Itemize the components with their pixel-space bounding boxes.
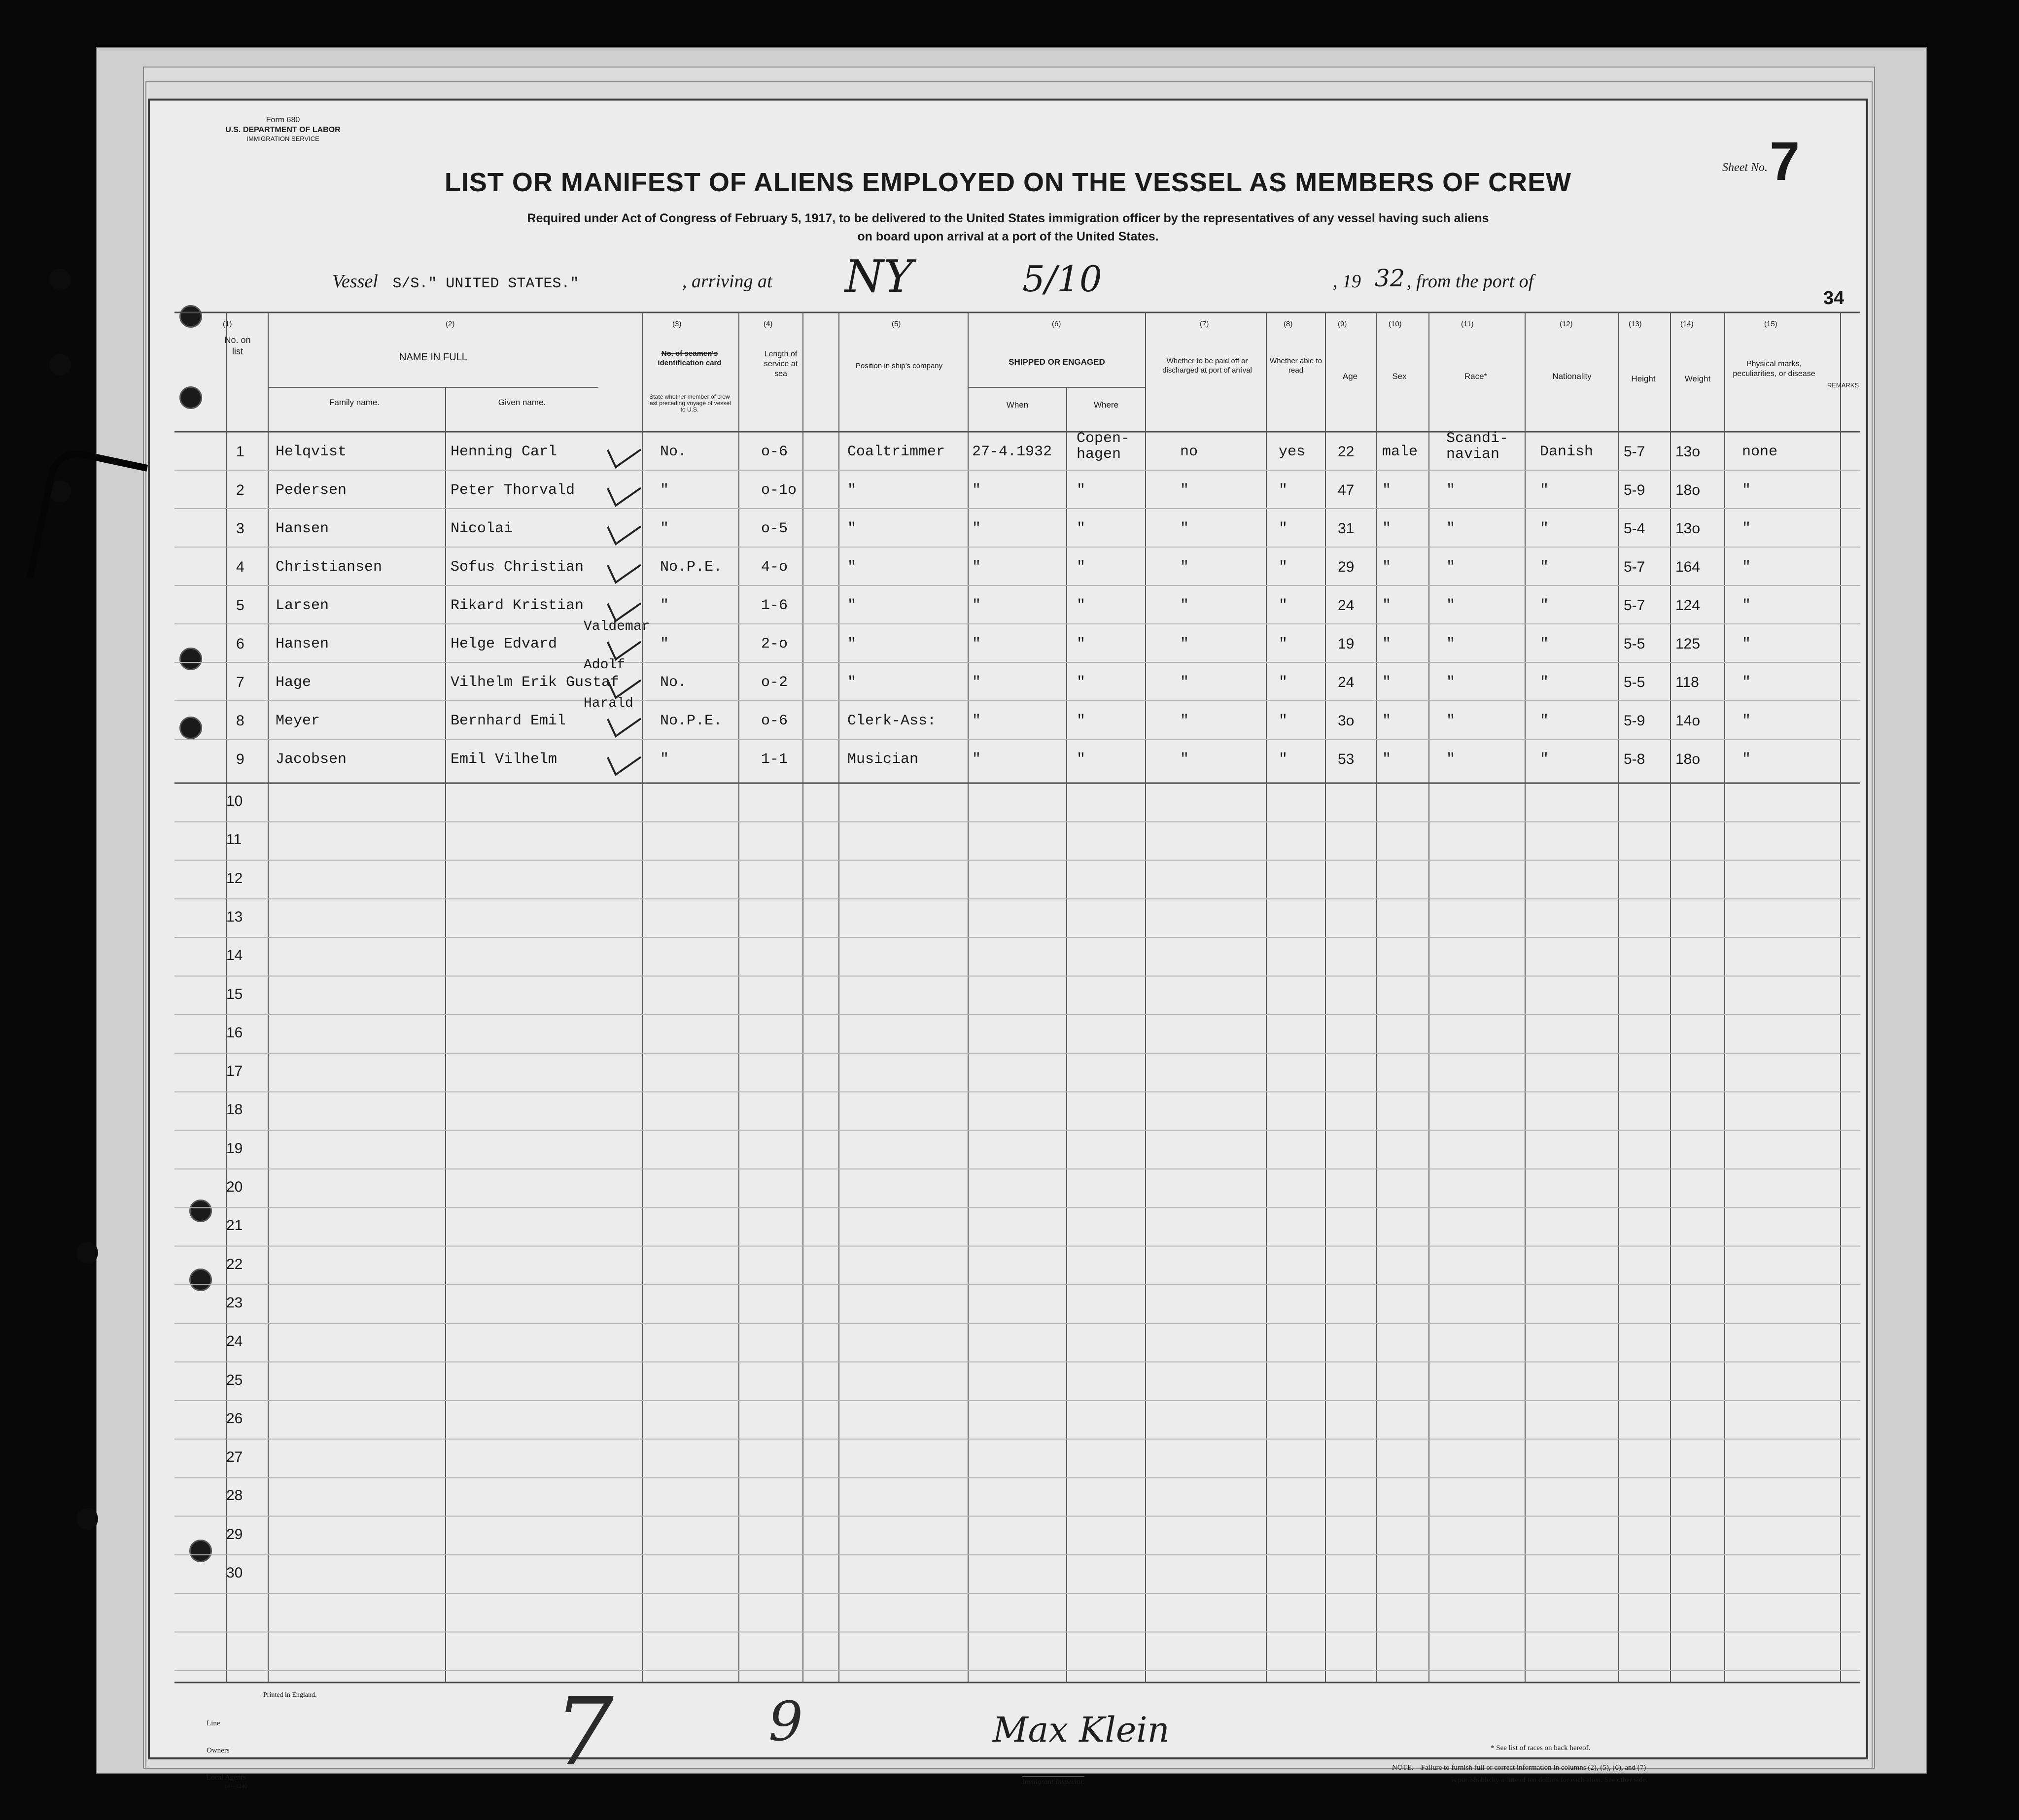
cell-position: " bbox=[847, 559, 857, 576]
col-num-12: (12) bbox=[1560, 320, 1573, 328]
cell-service: o-6 bbox=[761, 444, 788, 460]
cell-height: 5-5 bbox=[1624, 636, 1645, 652]
col-num-13: (13) bbox=[1629, 320, 1642, 328]
cell-paid: no bbox=[1180, 444, 1198, 460]
cell-given: Emil Vilhelm bbox=[451, 751, 557, 768]
service: IMMIGRATION SERVICE bbox=[246, 135, 319, 142]
cell-nationality: " bbox=[1540, 713, 1549, 729]
cell-race: " bbox=[1446, 751, 1456, 768]
row-number: 26 bbox=[226, 1410, 243, 1427]
cell-no: 5 bbox=[236, 597, 244, 614]
inspector-signature: Max Klein bbox=[993, 1710, 1170, 1750]
cell-where: " bbox=[1077, 636, 1086, 652]
cell-no: 4 bbox=[236, 559, 244, 575]
cell-no: 1 bbox=[236, 444, 244, 460]
col-race: Race* bbox=[1464, 372, 1488, 381]
cell-physical: " bbox=[1742, 520, 1751, 537]
cell-service: 1-6 bbox=[761, 597, 788, 614]
cell-family: Helqvist bbox=[276, 444, 347, 460]
cell-family: Meyer bbox=[276, 713, 320, 729]
cell-age: 29 bbox=[1338, 559, 1355, 575]
hand-mark-2: 9 bbox=[768, 1690, 803, 1753]
cell-given: Vilhelm Erik Gustaf bbox=[451, 674, 620, 691]
col-num-4: (4) bbox=[764, 320, 773, 328]
cell-read: " bbox=[1279, 482, 1288, 499]
col-num-11: (11) bbox=[1461, 320, 1474, 328]
cell-race: " bbox=[1446, 482, 1456, 499]
cell-where: " bbox=[1077, 520, 1086, 537]
cell-physical: " bbox=[1742, 751, 1751, 768]
cell-height: 5-9 bbox=[1624, 482, 1645, 498]
owners-label: Owners bbox=[207, 1747, 230, 1754]
cell-weight: 124 bbox=[1675, 597, 1701, 614]
col-length-service: Length of service at sea bbox=[764, 350, 798, 378]
cell-race: Scandi- navian bbox=[1446, 430, 1509, 463]
col-num-14: (14) bbox=[1680, 320, 1694, 328]
cell-age: 24 bbox=[1338, 674, 1355, 690]
arriving-label: , arriving at bbox=[682, 271, 772, 292]
cell-given-extra: Valdemar bbox=[584, 619, 650, 634]
cell-sex: male bbox=[1382, 444, 1418, 460]
col-remarks: REMARKS bbox=[1827, 381, 1859, 389]
cell-service: 4-o bbox=[761, 559, 788, 576]
sheet-number: 7 bbox=[1769, 131, 1800, 192]
row-number: 27 bbox=[226, 1449, 243, 1466]
cell-nationality: " bbox=[1540, 520, 1549, 537]
cell-where: " bbox=[1077, 597, 1086, 614]
cell-read: " bbox=[1279, 559, 1288, 576]
cell-position: " bbox=[847, 636, 857, 652]
cell-read: " bbox=[1279, 520, 1288, 537]
cell-no: 9 bbox=[236, 751, 244, 767]
cell-race: " bbox=[1446, 520, 1456, 537]
col-num-6: (6) bbox=[1052, 320, 1061, 328]
cell-nationality: " bbox=[1540, 559, 1549, 576]
cell-race: " bbox=[1446, 597, 1456, 614]
cell-paid: " bbox=[1180, 713, 1189, 729]
row-number: 22 bbox=[226, 1256, 243, 1272]
cell-weight: 125 bbox=[1675, 636, 1701, 652]
cell-where: " bbox=[1077, 674, 1086, 691]
table-grid bbox=[150, 101, 1866, 1757]
cell-no: 3 bbox=[236, 520, 244, 537]
cell-service: o-1o bbox=[761, 482, 797, 499]
cell-weight: 13o bbox=[1675, 444, 1701, 460]
cell-age: 3o bbox=[1338, 713, 1355, 729]
cell-when: " bbox=[972, 713, 981, 729]
col-num-5: (5) bbox=[892, 320, 901, 328]
col-num-1: (1) bbox=[223, 320, 232, 328]
row-number: 19 bbox=[226, 1140, 243, 1157]
cell-no: 6 bbox=[236, 636, 244, 652]
cell-when: " bbox=[972, 636, 981, 652]
cell-physical: " bbox=[1742, 559, 1751, 576]
row-number: 21 bbox=[226, 1217, 243, 1234]
printed-note: Printed in England. bbox=[263, 1691, 317, 1699]
cell-given: Sofus Christian bbox=[451, 559, 584, 576]
cell-sex: " bbox=[1382, 520, 1392, 537]
cell-position: Musician bbox=[847, 751, 919, 768]
cell-family: Hansen bbox=[276, 520, 329, 537]
cell-height: 5-7 bbox=[1624, 444, 1645, 460]
cell-height: 5-5 bbox=[1624, 674, 1645, 690]
col-height: Height bbox=[1631, 374, 1656, 383]
cell-read: " bbox=[1279, 751, 1288, 768]
note-line2: is punishable by a fine of ten dollars for each alien. See other side. bbox=[1451, 1776, 1648, 1784]
cell-card: No. bbox=[660, 674, 687, 691]
cell-read: " bbox=[1279, 674, 1288, 691]
local-agents-label: Local Agents bbox=[207, 1774, 246, 1782]
cell-height: 5-4 bbox=[1624, 520, 1645, 537]
cell-weight: 164 bbox=[1675, 559, 1701, 575]
cell-no: 8 bbox=[236, 713, 244, 729]
cell-position: Coaltrimmer bbox=[847, 444, 945, 460]
cell-service: o-5 bbox=[761, 520, 788, 537]
cell-physical: " bbox=[1742, 636, 1751, 652]
col-num-8: (8) bbox=[1284, 320, 1293, 328]
cell-position: " bbox=[847, 520, 857, 537]
cell-paid: " bbox=[1180, 482, 1189, 499]
row-number: 16 bbox=[226, 1024, 243, 1041]
cell-position: " bbox=[847, 674, 857, 691]
cell-age: 22 bbox=[1338, 444, 1355, 460]
col-seamen-card: No. of seamen's identification card bbox=[658, 349, 722, 367]
cell-nationality: " bbox=[1540, 674, 1549, 691]
cell-card: " bbox=[660, 751, 669, 768]
cell-physical: " bbox=[1742, 713, 1751, 729]
cell-family: Hage bbox=[276, 674, 312, 691]
row-number: 28 bbox=[226, 1487, 243, 1504]
cell-sex: " bbox=[1382, 636, 1392, 652]
cell-family: Larsen bbox=[276, 597, 329, 614]
cell-no: 2 bbox=[236, 482, 244, 498]
cell-paid: " bbox=[1180, 520, 1189, 537]
arriving-port: NY bbox=[845, 251, 913, 303]
race-note: * See list of races on back hereof. bbox=[1491, 1744, 1591, 1752]
row-number: 24 bbox=[226, 1333, 243, 1350]
row-number: 10 bbox=[226, 793, 243, 809]
cell-height: 5-7 bbox=[1624, 559, 1645, 575]
cell-height: 5-9 bbox=[1624, 713, 1645, 729]
cell-position: Clerk-Ass: bbox=[847, 713, 937, 729]
cell-sex: " bbox=[1382, 674, 1392, 691]
manifest-sheet bbox=[148, 99, 1868, 1789]
cell-card: " bbox=[660, 597, 669, 614]
col-given-name: Given name. bbox=[498, 398, 546, 407]
cell-card: " bbox=[660, 482, 669, 499]
cell-paid: " bbox=[1180, 597, 1189, 614]
cell-age: 24 bbox=[1338, 597, 1355, 614]
col-num-10: (10) bbox=[1389, 320, 1402, 328]
cell-sex: " bbox=[1382, 482, 1392, 499]
cell-service: o-6 bbox=[761, 713, 788, 729]
cell-where: " bbox=[1077, 713, 1086, 729]
col-num-3: (3) bbox=[672, 320, 682, 328]
cell-race: " bbox=[1446, 559, 1456, 576]
sheet-label: Sheet No. bbox=[1722, 161, 1768, 174]
cell-when: " bbox=[972, 597, 981, 614]
note-line1: NOTE.—Failure to furnish full or correct information in columns (2), (5), (6), and (7) bbox=[1392, 1764, 1646, 1772]
vessel-label: Vessel bbox=[332, 271, 378, 292]
cell-given-extra: Adolf bbox=[584, 657, 626, 673]
subtitle-line2: on board upon arrival at a port of the United States. bbox=[857, 230, 1159, 243]
form-title: LIST OR MANIFEST OF ALIENS EMPLOYED ON THE VESSEL AS MEMBERS OF CREW bbox=[444, 168, 1572, 197]
col-able-read: Whether able to read bbox=[1270, 357, 1322, 375]
cell-when: " bbox=[972, 559, 981, 576]
row-number: 11 bbox=[226, 831, 242, 848]
col-where: Where bbox=[1093, 400, 1119, 410]
cell-when: " bbox=[972, 520, 981, 537]
cell-given: Bernhard Emil bbox=[451, 713, 566, 729]
cell-family: Hansen bbox=[276, 636, 329, 652]
cell-card: No.P.E. bbox=[660, 713, 723, 729]
col-family-name: Family name. bbox=[329, 398, 380, 407]
col-position: Position in ship's company bbox=[855, 362, 943, 370]
row-number: 13 bbox=[226, 908, 243, 925]
cell-nationality: " bbox=[1540, 482, 1549, 499]
cell-card: No.P.E. bbox=[660, 559, 723, 576]
row-number: 23 bbox=[226, 1294, 243, 1311]
vessel-name: S/S." UNITED STATES." bbox=[392, 275, 579, 292]
cell-where: " bbox=[1077, 751, 1086, 768]
cell-read: " bbox=[1279, 597, 1288, 614]
col-age: Age bbox=[1342, 372, 1358, 381]
col-num-2: (2) bbox=[446, 320, 455, 328]
cell-race: " bbox=[1446, 713, 1456, 729]
cell-when: " bbox=[972, 674, 981, 691]
row-number: 29 bbox=[226, 1526, 243, 1543]
cell-where: Copen- hagen bbox=[1077, 430, 1130, 463]
cell-nationality: " bbox=[1540, 636, 1549, 652]
row-number: 12 bbox=[226, 870, 243, 887]
cell-age: 47 bbox=[1338, 482, 1355, 498]
cell-card: No. bbox=[660, 444, 687, 460]
cell-age: 53 bbox=[1338, 751, 1355, 767]
col-weight: Weight bbox=[1684, 374, 1711, 383]
cell-position: " bbox=[847, 597, 857, 614]
cell-sex: " bbox=[1382, 713, 1392, 729]
year-prefix: , 19 bbox=[1333, 271, 1361, 292]
cell-position: " bbox=[847, 482, 857, 499]
cell-physical: " bbox=[1742, 597, 1751, 614]
cell-sex: " bbox=[1382, 751, 1392, 768]
cell-age: 31 bbox=[1338, 520, 1355, 537]
col-name-in-full: NAME IN FULL bbox=[399, 352, 467, 363]
page-ref: 34 bbox=[1823, 288, 1845, 309]
cell-where: " bbox=[1077, 559, 1086, 576]
inspector-label: Immigrant Inspector. bbox=[1022, 1776, 1084, 1786]
cell-given: Peter Thorvald bbox=[451, 482, 575, 499]
cell-weight: 18o bbox=[1675, 751, 1701, 767]
hand-mark-1: 7 bbox=[554, 1678, 614, 1786]
cell-family: Christiansen bbox=[276, 559, 383, 576]
binder-hole bbox=[49, 354, 71, 376]
row-number: 30 bbox=[226, 1565, 243, 1581]
cell-race: " bbox=[1446, 674, 1456, 691]
col-when: When bbox=[1006, 400, 1029, 410]
form-code: 14—1240 bbox=[224, 1783, 247, 1789]
col-num-7: (7) bbox=[1200, 320, 1209, 328]
col-num-15: (15) bbox=[1764, 320, 1777, 328]
cell-paid: " bbox=[1180, 636, 1189, 652]
cell-nationality: Danish bbox=[1540, 444, 1594, 460]
cell-sex: " bbox=[1382, 597, 1392, 614]
cell-when: 27-4.1932 bbox=[972, 444, 1052, 460]
cell-family: Jacobsen bbox=[276, 751, 347, 768]
cell-weight: 13o bbox=[1675, 520, 1701, 537]
col-num-9: (9) bbox=[1338, 320, 1347, 328]
cell-age: 19 bbox=[1338, 636, 1355, 652]
cell-given: Nicolai bbox=[451, 520, 513, 537]
cell-physical: none bbox=[1742, 444, 1778, 460]
department: U.S. DEPARTMENT OF LABOR bbox=[225, 126, 341, 134]
cell-card: " bbox=[660, 636, 669, 652]
binder-hole bbox=[49, 269, 71, 290]
row-number: 17 bbox=[226, 1063, 243, 1080]
col-sex: Sex bbox=[1392, 372, 1407, 381]
cell-where: " bbox=[1077, 482, 1086, 499]
row-number: 14 bbox=[226, 947, 243, 964]
cell-service: 2-o bbox=[761, 636, 788, 652]
cell-given: Henning Carl bbox=[451, 444, 557, 460]
binder-hole bbox=[76, 1242, 98, 1264]
cell-nationality: " bbox=[1540, 597, 1549, 614]
arrival-date: 5/10 bbox=[1022, 258, 1102, 300]
cell-when: " bbox=[972, 482, 981, 499]
cell-service: 1-1 bbox=[761, 751, 788, 768]
from-port-label: , from the port of bbox=[1407, 271, 1534, 292]
col-paid-off: Whether to be paid off or discharged at port of arrival bbox=[1162, 357, 1252, 375]
col-physical: Physical marks, peculiarities, or disease bbox=[1733, 360, 1815, 378]
cell-race: " bbox=[1446, 636, 1456, 652]
cell-read: " bbox=[1279, 636, 1288, 652]
cell-no: 7 bbox=[236, 674, 244, 690]
cell-physical: " bbox=[1742, 674, 1751, 691]
cell-card: " bbox=[660, 520, 669, 537]
cell-weight: 14o bbox=[1675, 713, 1701, 729]
cell-paid: " bbox=[1180, 559, 1189, 576]
cell-read: yes bbox=[1279, 444, 1306, 460]
col-crew-note: State whether member of crew last preceding voyage of vessel to U.S. bbox=[648, 393, 731, 413]
col-nationality: Nationality bbox=[1552, 372, 1592, 381]
cell-paid: " bbox=[1180, 751, 1189, 768]
col-no-on-list: No. on list bbox=[224, 335, 251, 356]
cell-service: o-2 bbox=[761, 674, 788, 691]
form-number: Form 680 bbox=[266, 116, 300, 124]
col-shipped: SHIPPED OR ENGAGED bbox=[1009, 357, 1105, 367]
line-label: Line bbox=[207, 1719, 220, 1727]
cell-given: Rikard Kristian bbox=[451, 597, 584, 614]
row-number: 25 bbox=[226, 1372, 243, 1388]
cell-weight: 118 bbox=[1675, 674, 1699, 690]
row-number: 15 bbox=[226, 986, 243, 1002]
cell-paid: " bbox=[1180, 674, 1189, 691]
cell-height: 5-7 bbox=[1624, 597, 1645, 614]
cell-read: " bbox=[1279, 713, 1288, 729]
cell-family: Pedersen bbox=[276, 482, 347, 499]
cell-height: 5-8 bbox=[1624, 751, 1645, 767]
row-number: 20 bbox=[226, 1179, 243, 1195]
cell-sex: " bbox=[1382, 559, 1392, 576]
cell-nationality: " bbox=[1540, 751, 1549, 768]
cell-given-extra: Harald bbox=[584, 696, 633, 711]
cell-given: Helge Edvard bbox=[451, 636, 557, 652]
subtitle-line1: Required under Act of Congress of February 5, 1917, to be delivered to the United States immigration officer by the representatives of any vessel having such aliens bbox=[527, 211, 1489, 225]
row-number: 18 bbox=[226, 1101, 243, 1118]
year-suffix: 32 bbox=[1375, 265, 1405, 292]
binder-hole bbox=[76, 1508, 98, 1530]
cell-physical: " bbox=[1742, 482, 1751, 499]
cell-when: " bbox=[972, 751, 981, 768]
cell-weight: 18o bbox=[1675, 482, 1701, 498]
